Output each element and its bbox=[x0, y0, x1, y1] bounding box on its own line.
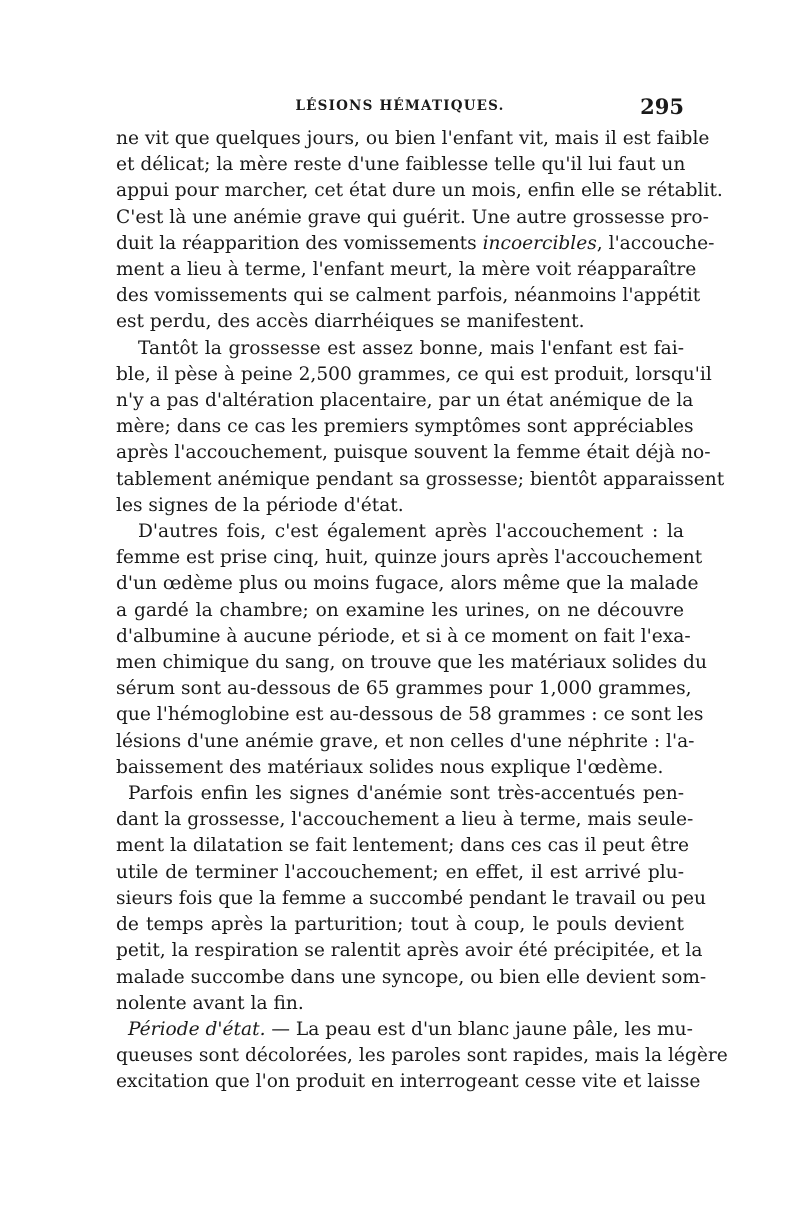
text-line: nolente avant la fin. bbox=[116, 992, 304, 1014]
running-title: LÉSIONS HÉMATIQUES. bbox=[295, 98, 505, 114]
text-line: mère; dans ce cas les premiers symptômes sont appréciables bbox=[116, 416, 694, 438]
text-fragment: , l'accouche- bbox=[596, 232, 715, 254]
text-line: d'un œdème plus ou moins fugace, alors même que la malade bbox=[116, 573, 699, 595]
italic-term: incoercibles bbox=[482, 232, 597, 254]
text-line: excitation que l'on produit en interrogeant cesse vite et laisse bbox=[116, 1071, 701, 1093]
text-line: ment a lieu à terme, l'enfant meurt, la mère voit réapparaître bbox=[116, 259, 697, 281]
text-line: baissement des matériaux solides nous explique l'œdème. bbox=[116, 756, 664, 778]
text-line: appui pour marcher, cet état dure un mois, enfin elle se rétablit. bbox=[116, 180, 723, 202]
text-line: lésions d'une anémie grave, et non celles d'une néphrite : l'a- bbox=[116, 730, 695, 752]
text-line: après l'accouchement, puisque souvent la femme était déjà no- bbox=[116, 442, 711, 464]
text-line: ment la dilatation se fait lentement; dans ces cas il peut être bbox=[116, 835, 689, 857]
page-header bbox=[116, 94, 684, 124]
text-fragment: — La peau est d'un blanc jaune pâle, les mu- bbox=[265, 1018, 693, 1040]
paragraph-start-line: Tantôt la grossesse est assez bonne, mais l'enfant est fai- bbox=[138, 337, 684, 359]
text-line: malade succombe dans une syncope, ou bien elle devient som- bbox=[116, 966, 707, 988]
text-line: sieurs fois que la femme a succombé pendant le travail ou peu bbox=[116, 887, 706, 909]
text-line: ne vit que quelques jours, ou bien l'enfant vit, mais il est faible bbox=[116, 128, 710, 149]
text-line: tablement anémique pendant sa grossesse; bientôt apparaissent bbox=[116, 468, 725, 490]
text-line: a gardé la chambre; on examine les urines, on ne découvre bbox=[116, 599, 684, 621]
text-line: femme est prise cinq, huit, quinze jours après l'accouchement bbox=[116, 547, 703, 569]
page-number: 295 bbox=[640, 94, 684, 119]
text-line: est perdu, des accès diarrhéiques se manifestent. bbox=[116, 311, 585, 333]
body-text bbox=[116, 126, 728, 1096]
text-line: n'y a pas d'altération placentaire, par un état anémique de la bbox=[116, 390, 694, 412]
text-line: dant la grossesse, l'accouchement a lieu à terme, mais seule- bbox=[116, 809, 694, 831]
text-line: queuses sont décolorées, les paroles sont rapides, mais la légère bbox=[116, 1045, 728, 1067]
text-line: ble, il pèse à peine 2,500 grammes, ce qui est produit, lorsqu'il bbox=[116, 363, 712, 385]
section-label: Période d'état. bbox=[128, 1018, 266, 1040]
text-line: men chimique du sang, on trouve que les matériaux solides du bbox=[116, 652, 707, 674]
text-line: C'est là une anémie grave qui guérit. Une autre grossesse pro- bbox=[116, 206, 709, 228]
paragraph-start-line: Parfois enfin les signes d'anémie sont très-accentués pen- bbox=[128, 783, 684, 805]
paragraph-start-line: D'autres fois, c'est également après l'accouchement : la bbox=[138, 521, 684, 543]
text-line: de temps après la parturition; tout à coup, le pouls devient bbox=[116, 914, 684, 936]
text-line: des vomissements qui se calment parfois, néanmoins l'appétit bbox=[116, 285, 701, 307]
text-line: que l'hémoglobine est au-dessous de 58 grammes : ce sont les bbox=[116, 704, 704, 726]
text-line: et délicat; la mère reste d'une faiblesse telle qu'il lui faut un bbox=[116, 154, 686, 176]
text-line: utile de terminer l'accouchement; en effet, il est arrivé plu- bbox=[116, 861, 684, 883]
text-line: les signes de la période d'état. bbox=[116, 494, 404, 516]
text-line: d'albumine à aucune période, et si à ce moment on fait l'exa- bbox=[116, 625, 691, 647]
text-line: sérum sont au-dessous de 65 grammes pour 1,000 grammes, bbox=[116, 678, 692, 700]
text-line: petit, la respiration se ralentit après avoir été précipitée, et la bbox=[116, 940, 703, 962]
paragraph-start-line bbox=[116, 1017, 693, 1043]
text-fragment: duit la réapparition des vomissements bbox=[116, 232, 483, 254]
text-line bbox=[116, 231, 715, 257]
